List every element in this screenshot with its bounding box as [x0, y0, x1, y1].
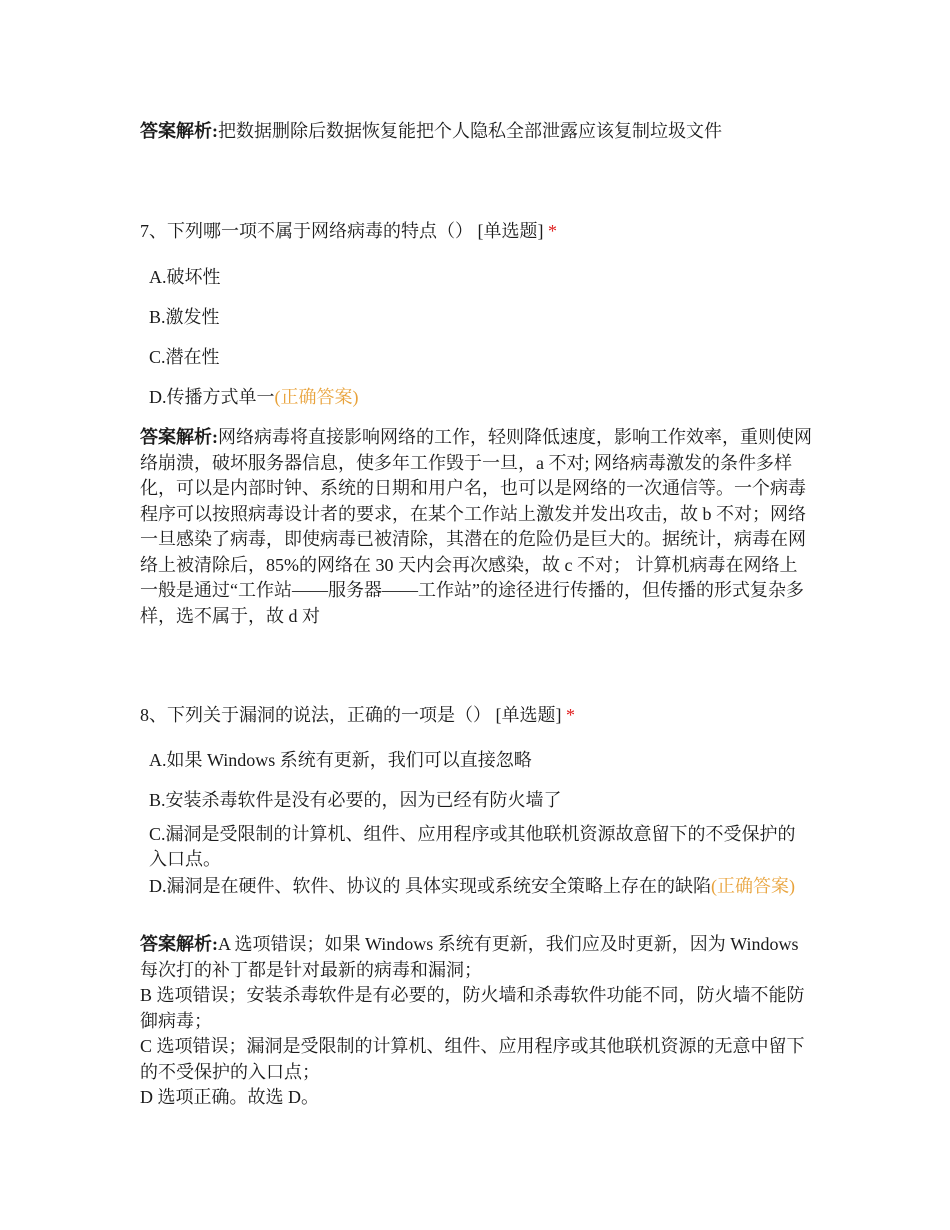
option-text: D.漏洞是在硬件、软件、协议的 具体实现或系统安全策略上存在的缺陷	[149, 876, 711, 896]
explanation-line-1: A 选项错误；如果 Windows 系统有更新，我们应及时更新，因为 Windows 每次打的补丁都是针对最新的病毒和漏洞；	[140, 934, 799, 980]
correct-answer-tag: (正确答案)	[274, 387, 359, 407]
explanation-label: 答案解析:	[140, 121, 218, 141]
option-text: B.安装杀毒软件是没有必要的，因为已经有防火墙了	[149, 790, 562, 810]
q7-option-b	[149, 305, 809, 330]
question-title: 7、下列哪一项不属于网络病毒的特点（）	[140, 221, 473, 241]
q7-option-d	[149, 385, 809, 410]
explanation-line-3: C 选项错误；漏洞是受限制的计算机、组件、应用程序或其他联机资源的无意中留下的不受保护的入口点；	[140, 1036, 805, 1082]
option-text: D.传播方式单一	[149, 387, 275, 407]
q8-option-c	[149, 822, 809, 872]
option-text: A.破坏性	[149, 267, 221, 287]
option-text: C.漏洞是受限制的计算机、组件、应用程序或其他联机资源故意留下的不受保护的入口点。	[149, 824, 796, 869]
question-type: [单选题]	[477, 221, 544, 241]
option-text: C.潜在性	[149, 347, 220, 367]
question-type: [单选题]	[495, 705, 562, 725]
explanation-label: 答案解析:	[140, 427, 218, 447]
question-7-title	[140, 219, 815, 244]
option-text: B.激发性	[149, 307, 220, 327]
q7-option-c	[149, 345, 809, 370]
explanation-text: 网络病毒将直接影响网络的工作，轻则降低速度，影响工作效率，重则使网络崩溃，破坏服务器信息，使多年工作毁于一旦，a 不对; 网络病毒激发的条件多样化，可以是内部时钟、系统的日期和用户名，也可以是网络的一次通信等。一个病毒程序可以按照病毒设计者的要求，在某个工作站上激发并发出攻击，故 b 不对；网络一旦感染了病毒，即使病毒已被清除，其潜在的危险仍是巨大的。据统计，病毒在网络上被清除后，85%的网络在 30 天内会再次感染，故 c 不对； 计算机病毒在网络上一般是通过“工作站——服务器——工作站”的途径进行传播的，但传播的形式复杂多样，选不属于，故 d 对	[140, 427, 812, 626]
correct-answer-tag: (正确答案)	[711, 876, 795, 896]
q7-option-a	[149, 265, 809, 290]
required-mark: *	[566, 705, 575, 725]
top-explanation	[140, 119, 815, 145]
explanation-line-2: B 选项错误；安装杀毒软件是有必要的，防火墙和杀毒软件功能不同，防火墙不能防御病毒；	[140, 985, 805, 1031]
option-text: A.如果 Windows 系统有更新，我们可以直接忽略	[149, 750, 532, 770]
explanation-line-4: D 选项正确。故选 D。	[140, 1087, 319, 1107]
required-mark: *	[548, 221, 557, 241]
explanation-text: 把数据删除后数据恢复能把个人隐私全部泄露应该复制垃圾文件	[218, 121, 722, 141]
q8-option-d	[149, 874, 809, 899]
question-8-explanation	[140, 932, 815, 1111]
question-7-explanation	[140, 425, 815, 629]
question-title: 8、下列关于漏洞的说法，正确的一项是（）	[140, 705, 491, 725]
q8-option-b	[149, 788, 809, 813]
question-8-title	[140, 703, 815, 728]
explanation-label: 答案解析:	[140, 934, 218, 954]
q8-option-a	[149, 748, 809, 773]
